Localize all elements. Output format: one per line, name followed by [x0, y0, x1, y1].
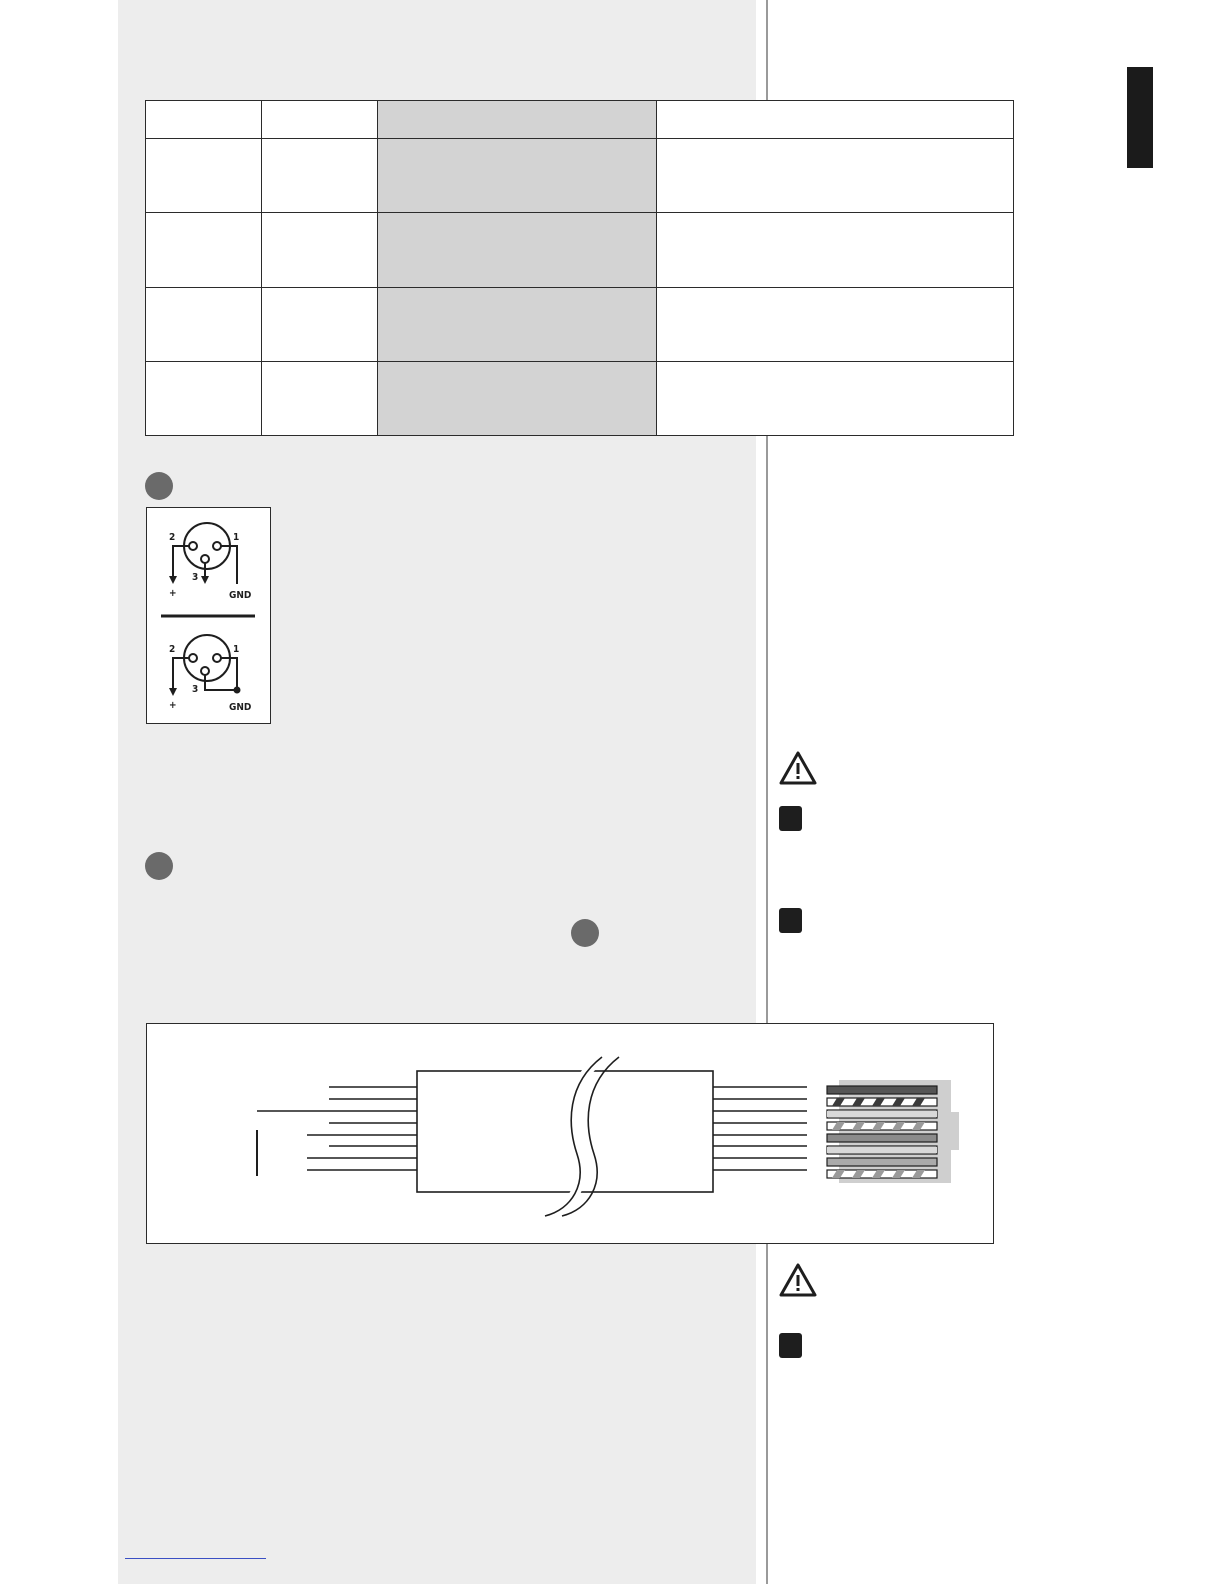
pin-1-label: 1 [233, 532, 240, 543]
table-cell [657, 213, 1014, 287]
table-cell [378, 139, 657, 213]
gnd-label: GND [229, 702, 252, 713]
table-header-cell [378, 101, 657, 139]
note-square-icon [779, 806, 802, 831]
section-bullet-icon [145, 852, 173, 880]
table-header-cell [262, 101, 378, 139]
language-tab-marker [1127, 67, 1153, 168]
section-bullet-icon [145, 472, 173, 500]
pin-3-label: 3 [192, 572, 199, 583]
table-cell [262, 287, 378, 361]
pin-3-label: 3 [192, 684, 199, 695]
table-cell [262, 361, 378, 435]
footer-link-underline[interactable] [125, 1558, 266, 1559]
table-cell [146, 213, 262, 287]
pin-1-label: 1 [233, 644, 240, 655]
plus-label: + [169, 700, 177, 711]
table-row [146, 287, 1014, 361]
pin-2-label: 2 [169, 644, 176, 655]
table-cell [146, 361, 262, 435]
table-cell [146, 139, 262, 213]
specification-table [145, 100, 1014, 436]
table-cell [146, 287, 262, 361]
table-cell [262, 139, 378, 213]
table-header-cell [146, 101, 262, 139]
table-row [146, 139, 1014, 213]
table-row [146, 361, 1014, 435]
table-cell [657, 139, 1014, 213]
pin-2-label: 2 [169, 532, 176, 543]
xlr-pinout-diagram [146, 507, 271, 724]
table-cell [657, 361, 1014, 435]
note-square-icon [779, 908, 802, 933]
table-cell [262, 213, 378, 287]
cable-wiring-diagram [146, 1023, 994, 1244]
table-row [146, 213, 1014, 287]
warning-triangle-icon [779, 1263, 817, 1297]
table-cell [657, 287, 1014, 361]
note-square-icon [779, 1333, 802, 1358]
table-cell [378, 213, 657, 287]
table-header-row [146, 101, 1014, 139]
table-cell [378, 287, 657, 361]
gnd-label: GND [229, 590, 252, 601]
section-bullet-icon [571, 919, 599, 947]
table-header-cell [657, 101, 1014, 139]
warning-triangle-icon [779, 751, 817, 785]
plus-label: + [169, 588, 177, 599]
table-cell [378, 361, 657, 435]
